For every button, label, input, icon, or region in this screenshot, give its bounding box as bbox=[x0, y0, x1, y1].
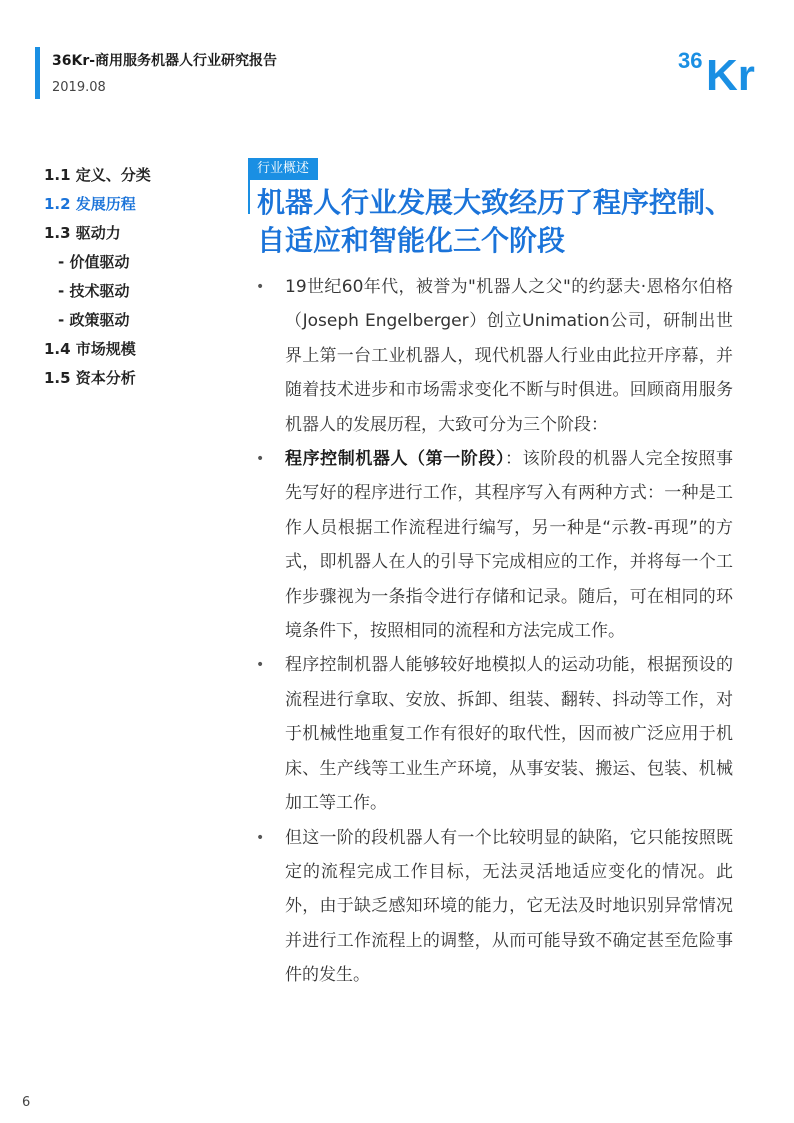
bullet-text: 19世纪60年代，被誉为"机器人之父"的约瑟夫·恩格尔伯格（Joseph Engelberger）创立Unimation公司，研制出世界上第一台工业机器人，现代机器人行业由此拉开序幕，并随着技术进步和市场需求变化不断与时俱进。回顾商用服务机器人的发展历程，大致可分为三个阶段： bbox=[285, 277, 733, 435]
bullet-text: 但这一阶的段机器人有一个比较明显的缺陷，它只能按照既定的流程完成工作目标，无法灵活地适应变化的情况。此外，由于缺乏感知环境的能力，它无法及时地识别异常情况并进行工作流程上的调整，从而可能导致不确定甚至危险事件的发生。 bbox=[285, 827, 733, 986]
page-title: 机器人行业发展大致经历了程序控制、自适应和智能化三个阶段 bbox=[257, 186, 734, 257]
logo-text-large: Kr bbox=[706, 51, 755, 96]
bullet-icon: • bbox=[256, 451, 265, 468]
bullet-lead: 程序控制机器人（第一阶段） bbox=[285, 449, 506, 470]
report-date: 2019.08 bbox=[52, 80, 106, 95]
nav-item-1-1[interactable]: 1.1 定义、分类 bbox=[44, 166, 151, 184]
nav-item-1-3[interactable]: 1.3 驱动力 bbox=[44, 224, 121, 242]
nav-item-1-5[interactable]: 1.5 资本分析 bbox=[44, 369, 136, 387]
nav-item-1-4[interactable]: 1.4 市场规模 bbox=[44, 340, 136, 358]
section-tag: 行业概述 bbox=[248, 158, 318, 180]
list-item bbox=[253, 442, 733, 648]
nav-item-tech-driver[interactable]: - 技术驱动 bbox=[58, 282, 130, 300]
report-title: 36Kr-商用服务机器人行业研究报告 bbox=[52, 53, 278, 69]
title-accent-bar bbox=[248, 180, 250, 214]
nav-item-policy-driver[interactable]: - 政策驱动 bbox=[58, 311, 130, 329]
content-list bbox=[253, 270, 733, 993]
nav-item-value-driver[interactable]: - 价值驱动 bbox=[58, 253, 130, 271]
list-item bbox=[253, 821, 733, 993]
list-item bbox=[253, 648, 733, 820]
bullet-icon: • bbox=[256, 657, 265, 674]
bullet-icon: • bbox=[256, 279, 265, 295]
page-number: 6 bbox=[22, 1095, 31, 1110]
36kr-logo bbox=[676, 40, 768, 96]
bullet-text: ：该阶段的机器人完全按照事先写好的程序进行工作，其程序写入有两种方式：一种是工作人员根据工作流程进行编写，另一种是“示教-再现”的方式，即机器人在人的引导下完成相应的工作，并将每一个工作步骤视为一条指令进行存储和记录。随后，可在相同的环境条件下，按照相同的流程和方法完成工作。 bbox=[285, 449, 734, 642]
bullet-icon: • bbox=[256, 829, 265, 846]
logo-text-small: 36 bbox=[678, 48, 703, 73]
section-nav bbox=[44, 161, 234, 393]
nav-item-1-2[interactable]: 1.2 发展历程 bbox=[44, 195, 136, 213]
bullet-text: 程序控制机器人能够较好地模拟人的运动功能，根据预设的流程进行拿取、安放、拆卸、组装、翻转、抖动等工作，对于机械性地重复工作有很好的取代性，因而被广泛应用于机床、生产线等工业生产环境，从事安装、搬运、包装、机械加工等工作。 bbox=[285, 655, 733, 814]
list-item bbox=[253, 270, 733, 442]
header-accent-bar bbox=[35, 47, 40, 99]
